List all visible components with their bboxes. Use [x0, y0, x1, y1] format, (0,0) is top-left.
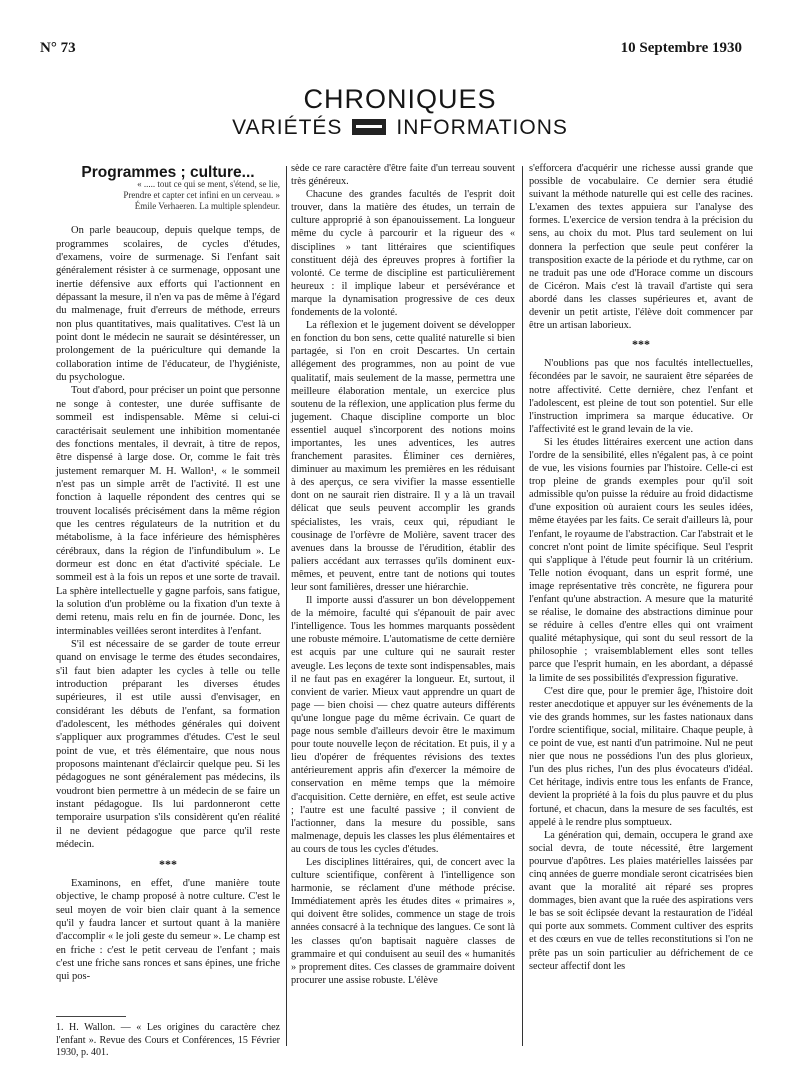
paragraph: S'il est nécessaire de se garder de toute erreur quand on envisage le terme des études secondaires, s'il faut bien adapter les cycles à telle ou telle introduction préparant les diverses études supérieures, il est utile aussi d'envisager, en considérant les débuts de l'enfant, sa formation d'adolescent, les méthodes générales qui doivent s'appliquer aux programmes d'études. C'est le seul point de vue, et très élémentaire, que nous nous proposons maintenant d'éclaircir quelque peu. Si les pédagogues ne sont généralement pas médecins, ils voudront bien permettre à un médecin de se faire un instant pédagogue. Ils lui pardonneront cette temporaire usurpation s'ils considèrent qu'en réalité il ne devient pédagogue que parce qu'il reste médecin.	[56, 639, 280, 851]
section-break: ***	[159, 856, 177, 871]
paragraph: N'oublions pas que nos facultés intellectuelles, fécondées par le savoir, ne sauraient être séparées de notre affectivité. Cette dernière, chez l'enfant et l'adolescent, est pleine de tout son potentiel. Sur elle l'instruction imprimera sa marque éducative. Or l'affectivité est le grand levain de la vie.	[529, 358, 753, 435]
masthead-subtitle	[0, 116, 800, 140]
column-2	[291, 162, 515, 987]
masthead-title: CHRONIQUES	[303, 84, 497, 114]
ornament-icon	[352, 119, 386, 135]
column-divider-left	[286, 166, 287, 1046]
epigraph: « ..... tout ce qui se ment, s'étend, se lie, Prendre et capter cet infini en un cerveau. » Émile Verhaeren. La multiple splendeur.	[123, 179, 280, 212]
paragraph: Si les études littéraires exercent une action dans l'ordre de la sensibilité, elles n'égalent pas, à ce point de vue, les visions fournies par l'histoire. Celle-ci est trop pleine de grands exemples pour qu'il soit admissible qu'on puisse la réduire au froid didactisme d'une exposition où auraient cours les seules idées, même étayées par les faits. Ce serait d'ailleurs là, pour l'enfant, le royaume de l'abstraction. Car l'abstrait et le concret n'ont point de limite spécifique. Seul l'esprit qui s'applique à l'étude peut fournir là un critérium. Telle notion évoquant, dans un esprit formé, une image représentative très concrète, ne figurera pour l'enfant qu'une abstraction. A mesure que la maturité se réalise, le domaine des abstractions diminue pour se réduire à celles d'entre elles qui ont vraiment qualité métaphysique, qui sont du seul ressort de la philosophie ; vraisemblablement elles sont telles parce que l'esprit humain, en les abordant, a dépassé la limite de ses possibilités d'expression figurative.	[529, 436, 754, 684]
issue-date: 10 Septembre 1930	[620, 40, 742, 56]
paragraph: Examinons, en effet, d'une manière toute objective, le champ proposé à notre culture. C'est le seul moyen de voir bien clair quant à la semence qu'il y faudra lancer et surtout quant à la manière d'accomplir « le joli geste du semeur ». Le champ est en friche : c'est le petit cerveau de l'enfant ; mais c'est une friche sans ronces et sans épines, une friche qui pos-	[56, 877, 280, 983]
column-1	[56, 166, 280, 984]
footnote: 1. H. Wallon. — « Les origines du caractère chez l'enfant ». Revue des Cours et Conférences, 15 Février 1930, p. 401.	[56, 1022, 280, 1058]
paragraph: C'est dire que, pour le premier âge, l'histoire doit rester anecdotique et appuyer sur les événements de la vie des grands hommes, sur les fastes nationaux dans l'ordre scientifique, social, militaire. Chaque peuple, à ce point de vue, est nanti d'un patrimoine. Nul ne peut nier que nous ne possédions l'un des plus glorieux, l'un des plus riches, l'un des plus évocateurs d'idéal. Cet héritage, indivis entre tous les enfants de France, devient la propriété à la fois du plus pauvre et du plus fortuné, et chacun, dans la mesure de ses facultés, est appelé à le rendre plus somptueux.	[529, 685, 753, 828]
paragraph: La génération qui, demain, occupera le grand axe social devra, de toute nécessité, être largement pourvue d'apôtres. Les plaies matérielles laissées par cinq années de guerre mondiale seront cicatrisées bien avant que la moralité ait réparé ses propres dommages, bien avant que la ruée des aspirations vers le bas se soit éclipsée devant la restauration de l'idéal qui porte aux sommets. Comment cultiver des esprits et des cœurs en vue de telles reconstitutions si l'on ne prête pas un soin particulier au défrichement de ce secteur affectif dont les	[529, 829, 753, 972]
paragraph: Tout d'abord, pour préciser un point que personne ne songe à contester, une durée suffisante de sommeil est indispensable. Même si celui-ci caractérisait seulement une inhibition momentanée des fonctions mentales, il devrait, à titre de repos, être dispensé à large dose. Or, comme le fait très justement remarquer M. H. Wallon¹, « le sommeil n'est pas un simple arrêt de l'activité. Il est une fonction à laquelle répondent des centres qui se trouvent localisés précisément dans la même région que les centres régulateurs de la nutrition et du métabolisme, à la face inférieure des hémisphères cérébraux, dans la région de l'infundibulum ». Le dormeur est donc en état d'activité spéciale. Le sommeil est à la fois un repos et une sorte de travail. La sphère intellectuelle y gagne parfois, sans fatigue, la solution d'un problème ou la fixation d'un texte à demi retenu, mais relu en fin de journée. Donc, les interminables veillées seront interdites à l'enfant.	[56, 385, 280, 637]
paragraph: Il importe aussi d'assurer un bon développement de la mémoire, faculté qui s'épanouit de pair avec l'intelligence. Tous les hommes marquants possèdent une robuste mémoire. L'automatisme de cette dernière est acquis par une culture qui ne saurait rester aveugle. Les leçons de texte sont indispensables, mais il ne faut pas en exagérer la longueur. Et, surtout, il convient de varier. Mieux vaut apprendre un quart de page — bien choisi — chez quatre auteurs différents qu'une longue page du même écrivain. Ce quart de page nous semble d'ailleurs devoir être le maximum pour toute nouvelle leçon de récitation. Et puis, il y a lieu d'opérer de fréquentes révisions des textes antérieurement appris afin d'exercer la mémoire de conservation en même temps que la mémoire d'acquisition. Cette dernière, en effet, est seule active ; l'autre est une faculté passive ; il convient de l'actionner, dans la mesure du possible, sans malmenage, depuis les classes les plus élémentaires et au cours de tous les cycles d'études.	[291, 595, 515, 855]
masthead-left-word: VARIÉTÉS	[232, 116, 343, 139]
paragraph: On parle beaucoup, depuis quelque temps, de programmes scolaires, de cycles d'études, d'examens, voire de surmenage. Si l'enfant sait généralement résister à ce surmenage, opposant une inertie défensive aux efforts qui l'actionnent en dépassant la mesure, il n'en va pas de même à l'égard du malmenage, fruit d'erreurs de méthode, erreurs non plus quantitatives, mais qualitatives. C'est là un point dont le médecin ne saurait se désintéresser, un prolongement de la puériculture qui demande la collaboration intime de l'éducateur, de l'hygiéniste, du psychologue.	[56, 225, 280, 384]
paragraph: sède ce rare caractère d'être faite d'un terreau souvent très généreux.	[291, 163, 515, 188]
paragraph: Les disciplines littéraires, qui, de concert avec la culture scientifique, confèrent à l'intelligence son harmonie, se réclament d'une méthode précise. Immédiatement après les études dites « primaires », qui doivent être solides, commence un stage de trois années consacré à la technique des langues. Ce sont là les classes qu'on baptisait naguère classes de grammaire et qui conduisent au seuil des « humanités » proprement dites. Ces classes de grammaire doivent procurer une assise robuste. L'élève	[291, 856, 515, 986]
section-break: ***	[632, 337, 650, 352]
article-title: Programmes ; culture...	[81, 164, 255, 181]
paragraph: s'efforcera d'acquérir une richesse aussi grande que possible de vocabulaire. Ce dernier sera étudié suivant la méthode naturelle qui est celle des racines. L'examen des textes appuiera sur l'analyse des formes. L'exercice de version tendra à la précision du sens, au choix du mot. Plus tard seulement on lui donnera la perfection que seule peut conférer la transposition exacte de la période et du rythme, car on ne traduit pas une ode d'Horace comme un discours de Cicéron. Mais c'est là travail d'artiste qui sera abordé dans les classes supérieures et, avant de devenir un petit artiste, l'élève doit commencer par être un artisan laborieux.	[529, 163, 753, 332]
paragraph: Chacune des grandes facultés de l'esprit doit trouver, dans la matière des études, un terrain de culture approprié à son épanouissement. La longueur même du cycle à parcourir et la rigueur des « disciplines » tant littéraires que scientifiques constituent déjà des épreuves propres à fortifier la volonté. Ce terme de discipline est particulièrement heureux : il implique labeur et persévérance et marque la dynamisation progressive de ces deux fondements de la volonté.	[291, 189, 515, 319]
column-divider-right	[522, 166, 523, 1046]
footnote-rule	[56, 1016, 126, 1017]
column-3	[529, 162, 753, 973]
paragraph: La réflexion et le jugement doivent se développer en fonction du bon sens, cette qualité naturelle si bien partagée, si l'on en croit Descartes. Un certain allégement des programmes, non au point de vue qualitatif, mais seulement de la masse, permettra une meilleure élaboration mentale, un exercice plus soutenu de la réflexion, une application plus ferme du jugement. Chaque discipline comporte un bloc essentiel auquel s'incorporent des notions moins importantes, les unes adventices, les autres franchement parasites. Éliminer ces dernières, diminuer au maximum les premières en les réduisant à des aperçus, ce sera vivifier la masse essentielle dont on ne saurait rien distraire. Il y a là un travail délicat que seuls peuvent accomplir les grands spécialistes, les vrais, ceux qui, répudiant le cousinage de l'orfèvre de Molière, savent tracer des avenues dans la brousse de l'érudition, établir des paliers accédant aux terrasses qu'ils dominent eux-mêmes, et peuvent, entre tant de notions qui toutes leur sont familières, dresser une hiérarchie.	[291, 320, 515, 593]
masthead-right-word: INFORMATIONS	[396, 116, 568, 139]
page-number: N° 73	[40, 40, 76, 56]
